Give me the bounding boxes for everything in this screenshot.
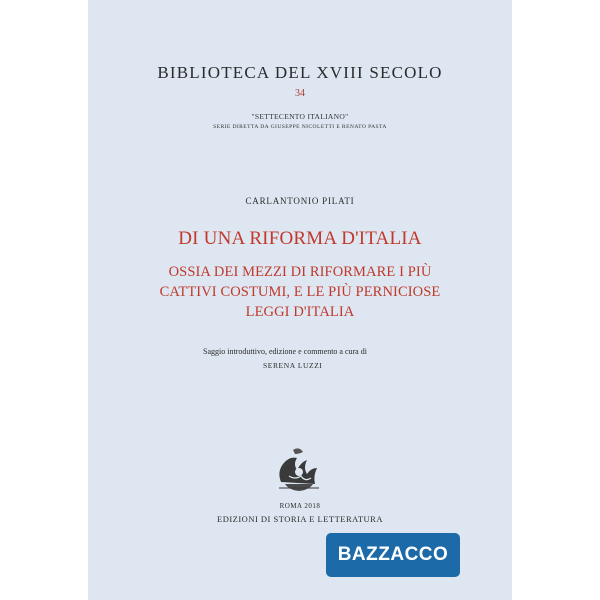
author-name: CARLANTONIO PILATI	[245, 196, 355, 206]
publisher-name: EDIZIONI DI STORIA E LETTERATURA	[217, 514, 383, 524]
series-number: 34	[295, 88, 305, 99]
series-title: BIBLIOTECA DEL XVIII SECOLO	[157, 63, 443, 82]
book-subtitle	[88, 262, 512, 322]
book-cover[interactable]	[88, 0, 512, 600]
series-editors: SERIE DIRETTA DA GIUSEPPE NICOLETTI E RENATO PASTA	[213, 124, 387, 130]
intro-credit: Saggio introduttivo, edizione e commento a cura di	[203, 347, 367, 356]
subseries-title: "SETTECENTO ITALIANO"	[251, 112, 349, 121]
book-title: DI UNA RIFORMA D'ITALIA	[178, 228, 422, 249]
subtitle-line: LEGGI D'ITALIA	[245, 304, 355, 320]
curator-name: SERENA LUZZI	[263, 361, 323, 370]
publisher-emblem-icon	[271, 442, 327, 496]
subtitle-line: CATTIVI COSTUMI, E LE PIÙ PERNICIOSE	[159, 284, 441, 300]
bazzacco-badge[interactable]: BAZZACCO	[326, 533, 460, 577]
place-year: ROMA 2018	[279, 502, 321, 510]
subtitle-line: OSSIA DEI MEZZI DI RIFORMARE I PIÙ	[168, 264, 432, 280]
